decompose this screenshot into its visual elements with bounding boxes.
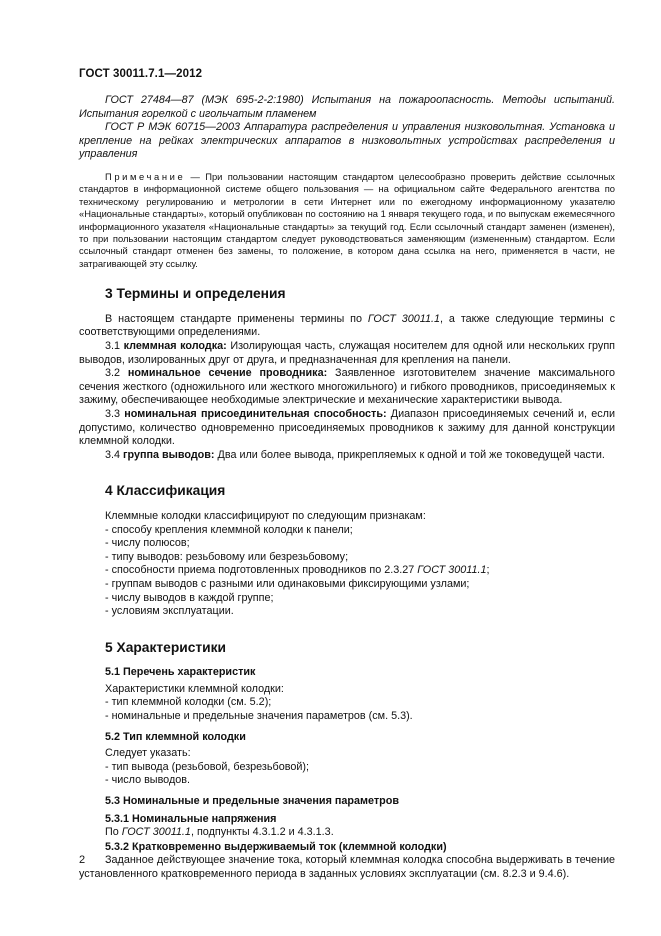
term-definition [79, 408, 615, 449]
list-item: - группам выводов с разными или одинаковыми фиксирующими узлами; [105, 577, 470, 590]
list-item-text: - способности приема подготовленных проводников по 2.3.27 [105, 564, 418, 577]
list-item: - условиям эксплуатации. [105, 605, 234, 618]
term-text: Изолирующая часть, служащая носителем для одной или нескольких групп выводов, изолированных друг от друга, и предназначенная для крепления на панели. [79, 340, 616, 366]
subsection-title: 5.1 Перечень характеристик [105, 666, 256, 679]
section-heading-terms: 3 Термины и определения [105, 286, 286, 302]
list-item-end: ; [486, 564, 490, 577]
subsection-title: 5.3.1 Номинальные напряжения [105, 812, 277, 825]
term-number: 3.2 [105, 367, 121, 380]
paragraph-line [105, 826, 615, 840]
terms-intro-ref: ГОСТ 30011.1 [367, 312, 440, 325]
list-item: - число выводов. [105, 774, 190, 787]
note-paragraph [79, 171, 615, 270]
normative-reference: ГОСТ 27484—87 (МЭК 695-2-2:1980) Испытания на пожароопасность. Методы испытаний. Испытания горелкой с игольчатым пламенем [79, 94, 615, 120]
term-name: группа выводов: [123, 448, 215, 461]
subsection-title: 5.3 Номинальные и предельные значения параметров [105, 795, 399, 808]
term-text: Заявленное изготовителем значение максимального сечения жесткого (одножильного или жесткого многожильного) и гибкого проводников, присоединяемых к зажиму, обеспечивающее необходимые электрические и механические характеристики вывода. [79, 367, 615, 407]
document-header: ГОСТ 30011.7.1—2012 [79, 68, 203, 80]
paragraph: Заданное действующее значение тока, который клеммная колодка способна выдерживать в течение установленного кратковременного периода в заданных условиях эксплуатации (см. 8.2.3 и 9.4.6). [79, 854, 615, 880]
term-definition [79, 340, 615, 367]
term-name: номинальная присоединительная способность: [124, 407, 387, 420]
term-name: клеммная колодка: [123, 340, 227, 352]
list-item: - типу выводов: резьбовому или безрезьбовому; [105, 550, 349, 563]
term-text: Два или более вывода, прикрепляемых к одной и той же токоведущей части. [214, 448, 605, 461]
term-number: 3.3 [105, 407, 121, 420]
list-item: - номинальные и предельные значения параметров (см. 5.3). [105, 710, 413, 723]
list-item: - числу полюсов; [105, 537, 190, 550]
document-body [79, 94, 615, 882]
list-item-ref: ГОСТ 30011.1 [417, 564, 487, 577]
terms-intro-text: В настоящем стандарте применены термины по [105, 312, 368, 325]
term-definition [79, 367, 615, 408]
term-name: номинальное сечение проводника: [127, 367, 328, 380]
paragraph-line: Характеристики клеммной колодки: [105, 682, 284, 695]
subsection-title: 5.3.2 Кратковременно выдерживаемый ток (клеммной колодки) [105, 840, 447, 853]
term-number: 3.1 [105, 340, 121, 352]
list-item: - числу выводов в каждой группе; [105, 591, 274, 604]
subsection-title: 5.2 Тип клеммной колодки [105, 730, 246, 743]
paragraph-text-end: , подпункты 4.3.1.2 и 4.3.1.3. [190, 826, 334, 839]
term-text: Диапазон присоединяемых сечений и, если допустимо, количество одновременно присоединяемых проводников к зажиму для данной конструкции клеммной колодки. [79, 407, 615, 448]
terms-intro-text-end: , а также следующие термины с соответствующими определениями. [79, 312, 615, 339]
page-number: 2 [79, 854, 86, 866]
paragraph-text: По [105, 826, 122, 839]
normative-reference: ГОСТ Р МЭК 60715—2003 Аппаратура распределения и управления низковольтная. Установка и крепление на рейках электрических аппаратов в низковольтных устройствах распределения и управления [79, 121, 615, 161]
note-text: — При пользовании настоящим стандартом целесообразно проверить действие ссылочных стандартов в информационной системе общего пользования — на официальном сайте Федерального агентства по техническому регулированию и метрологии в сети Интернет или по ежегодному информационному указателю «Национальные стандарты», который опубликован по состоянию на 1 января текущего года, и по выпускам ежемесячного информационного указателя «Национальные стандарты» за текущий год. Если ссылочный стандарт заменен (изменен), то при пользовании настоящим стандартом следует руководствоваться заменяющим (измененным) стандартом. Если ссылочный стандарт отменен без замены, то положение, в котором дана ссылка на него, применяется в части, не затрагивающей эту ссылку. [79, 170, 615, 269]
paragraph-ref: ГОСТ 30011.1 [121, 826, 191, 839]
note-lead: Примечание [105, 170, 186, 182]
terms-intro [79, 313, 615, 340]
term-number: 3.4 [105, 448, 121, 461]
term-definition [79, 449, 615, 463]
list-item: - способу крепления клеммной колодки к панели; [105, 523, 353, 536]
list-item: - тип клеммной колодки (см. 5.2); [105, 696, 272, 709]
classification-intro: Клеммные колодки классифицируют по следующим признакам: [105, 509, 426, 522]
section-heading-classification: 4 Классификация [105, 483, 226, 499]
paragraph-line: Следует указать: [105, 747, 191, 760]
list-item [105, 564, 615, 578]
list-item: - тип вывода (резьбовой, безрезьбовой); [105, 760, 309, 773]
section-heading-characteristics: 5 Характеристики [105, 639, 227, 655]
